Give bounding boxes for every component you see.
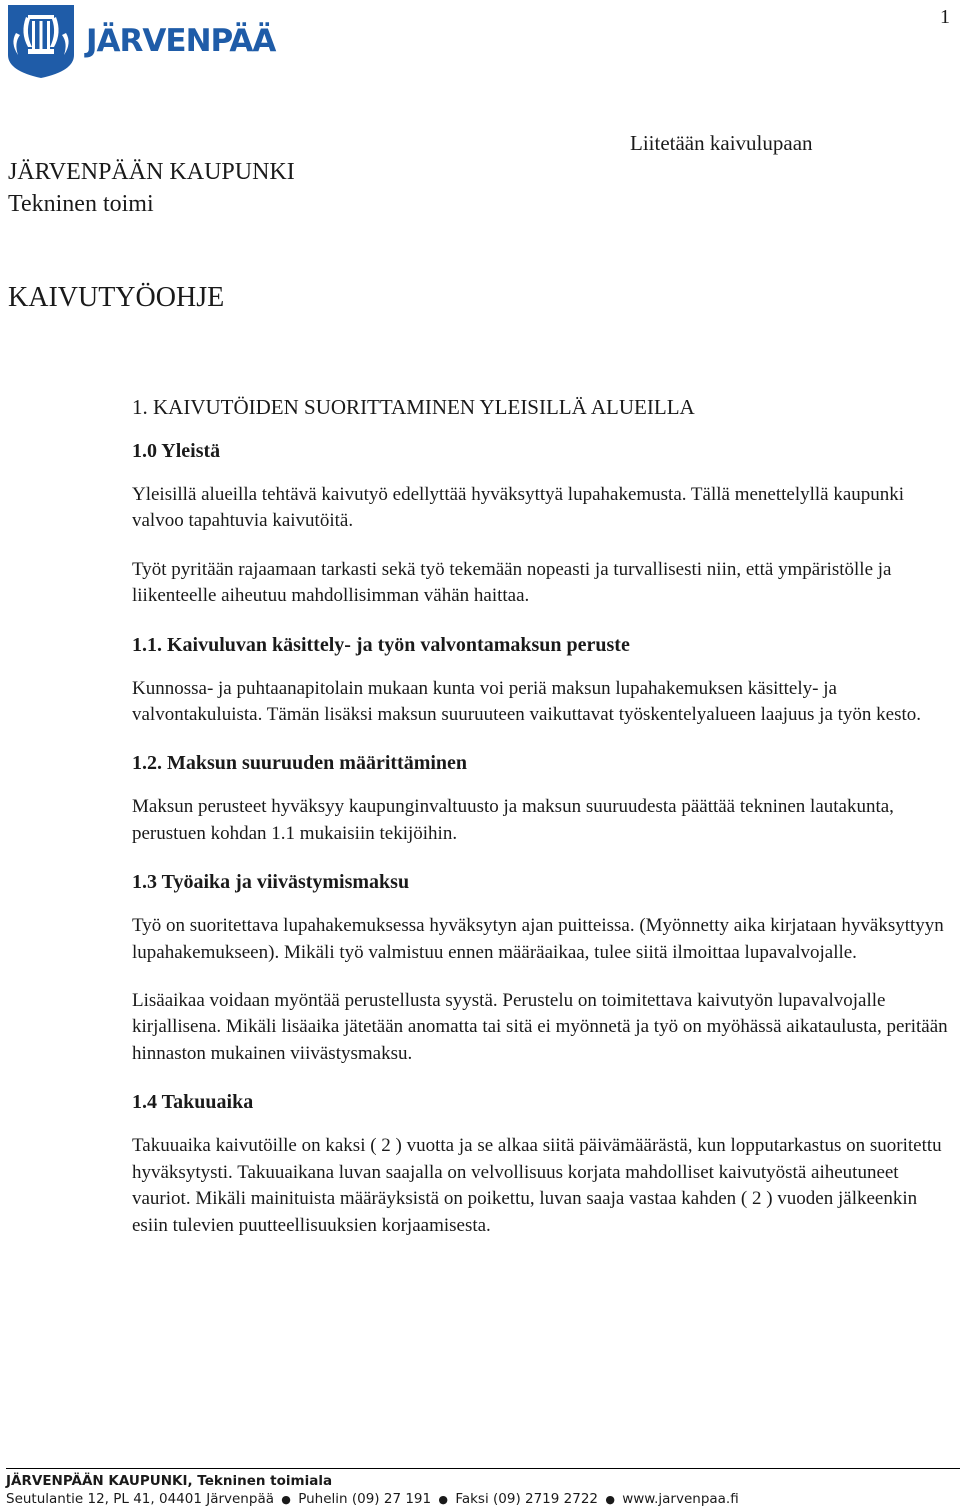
paragraph-1-0-a: Yleisillä alueilla tehtävä kaivutyö edellyttää hyväksyttyä lupahakemusta. Tällä menettelyllä kaupunki valvoo tapahtuvia kaivutöitä. — [132, 484, 905, 532]
paragraph-1-3-b: Lisäaikaa voidaan myöntää perustellusta syystä. Perustelu on toimitettava kaivutyön lupavalvojalle kirjallisena. Mikäli lisäaika jätetään anomatta tai sitä ei myönnetä ja työ on myöhässä aikataulusta, peritään hinnaston mukainen viivästysmaksu. — [132, 990, 948, 1064]
bullet-separator: ● — [605, 1493, 615, 1506]
department-name: Tekninen toimi — [8, 191, 154, 217]
page-footer — [6, 1468, 960, 1509]
org-header — [8, 156, 295, 220]
main-section-heading: 1. KAIVUTÖIDEN SUORITTAMINEN YLEISILLÄ ALUEILLA — [132, 395, 695, 419]
paragraph-1-4: Takuuaika kaivutöille on kaksi ( 2 ) vuotta ja se alkaa siitä päivämäärästä, kun lopputarkastus on suoritettu hyväksytysti. Takuuaikana luvan saajalla on velvollisuus korjata mahdolliset kaivutyöstä aiheutuneet vauriot. Mikäli mainituista määräyksistä on poikettu, luvan saaja vastaa kahden ( 2 ) vuoden jälkeenkin esiin tulevien puutteellisuuksien korjaamisesta. — [132, 1135, 942, 1236]
logo-wordmark: JÄRVENPÄÄ — [86, 23, 276, 59]
footer-website: www.jarvenpaa.fi — [622, 1491, 739, 1507]
attachment-note: Liitetään kaivulupaan — [630, 131, 813, 155]
section-heading-1-0: 1.0 Yleistä — [132, 440, 221, 462]
paragraph-1-1: Kunnossa- ja puhtaanapitolain mukaan kunta voi periä maksun lupahakemuksen käsittely- ja valvontakuluista. Tämän lisäksi maksun suuruuteen vaikuttavat työskentelyalueen laajuus ja työn kesto. — [132, 677, 922, 726]
document-body — [132, 394, 957, 1261]
section-heading-1-1: 1.1. Kaivuluvan käsittely- ja työn valvontamaksun peruste — [132, 633, 630, 656]
logo — [6, 3, 276, 79]
document-title: KAIVUTYÖOHJE — [8, 282, 225, 313]
footer-phone: Puhelin (09) 27 191 — [298, 1491, 432, 1507]
footer-address: Seutulantie 12, PL 41, 04401 Järvenpää — [6, 1491, 274, 1507]
footer-contact-line — [6, 1490, 960, 1509]
section-heading-1-3: 1.3 Työaika ja viivästymismaksu — [132, 871, 410, 894]
bullet-separator: ● — [438, 1493, 449, 1506]
section-heading-1-4: 1.4 Takuuaika — [132, 1091, 254, 1114]
org-name: JÄRVENPÄÄN KAUPUNKI — [8, 159, 295, 185]
bullet-separator: ● — [281, 1493, 291, 1506]
page-number: 1 — [940, 6, 950, 28]
paragraph-1-0-b: Työt pyritään rajaamaan tarkasti sekä työ tekemään nopeasti ja turvallisesti niin, että ympäristölle ja liikenteelle aiheutuu mahdollisimman vähän haittaa. — [132, 558, 892, 607]
paragraph-1-3-a: Työ on suoritettava lupahakemuksessa hyväksytyn ajan puitteissa. (Myönnetty aika kirjataan hyväksyttyyn lupahakemukseen). Mikäli työ valmistuu ennen määräaikaa, tulee siitä ilmoittaa lupavalvojalle. — [132, 915, 944, 963]
footer-fax: Faksi (09) 2719 2722 — [455, 1491, 599, 1507]
section-heading-1-2: 1.2. Maksun suuruuden määrittäminen — [132, 752, 468, 775]
footer-org: JÄRVENPÄÄN KAUPUNKI, Tekninen toimiala — [6, 1473, 333, 1489]
paragraph-1-2: Maksun perusteet hyväksyy kaupunginvaltuusto ja maksun suuruudesta päättää tekninen lautakunta, perustuen kohdan 1.1 mukaisiin tekijöihin. — [132, 796, 894, 844]
